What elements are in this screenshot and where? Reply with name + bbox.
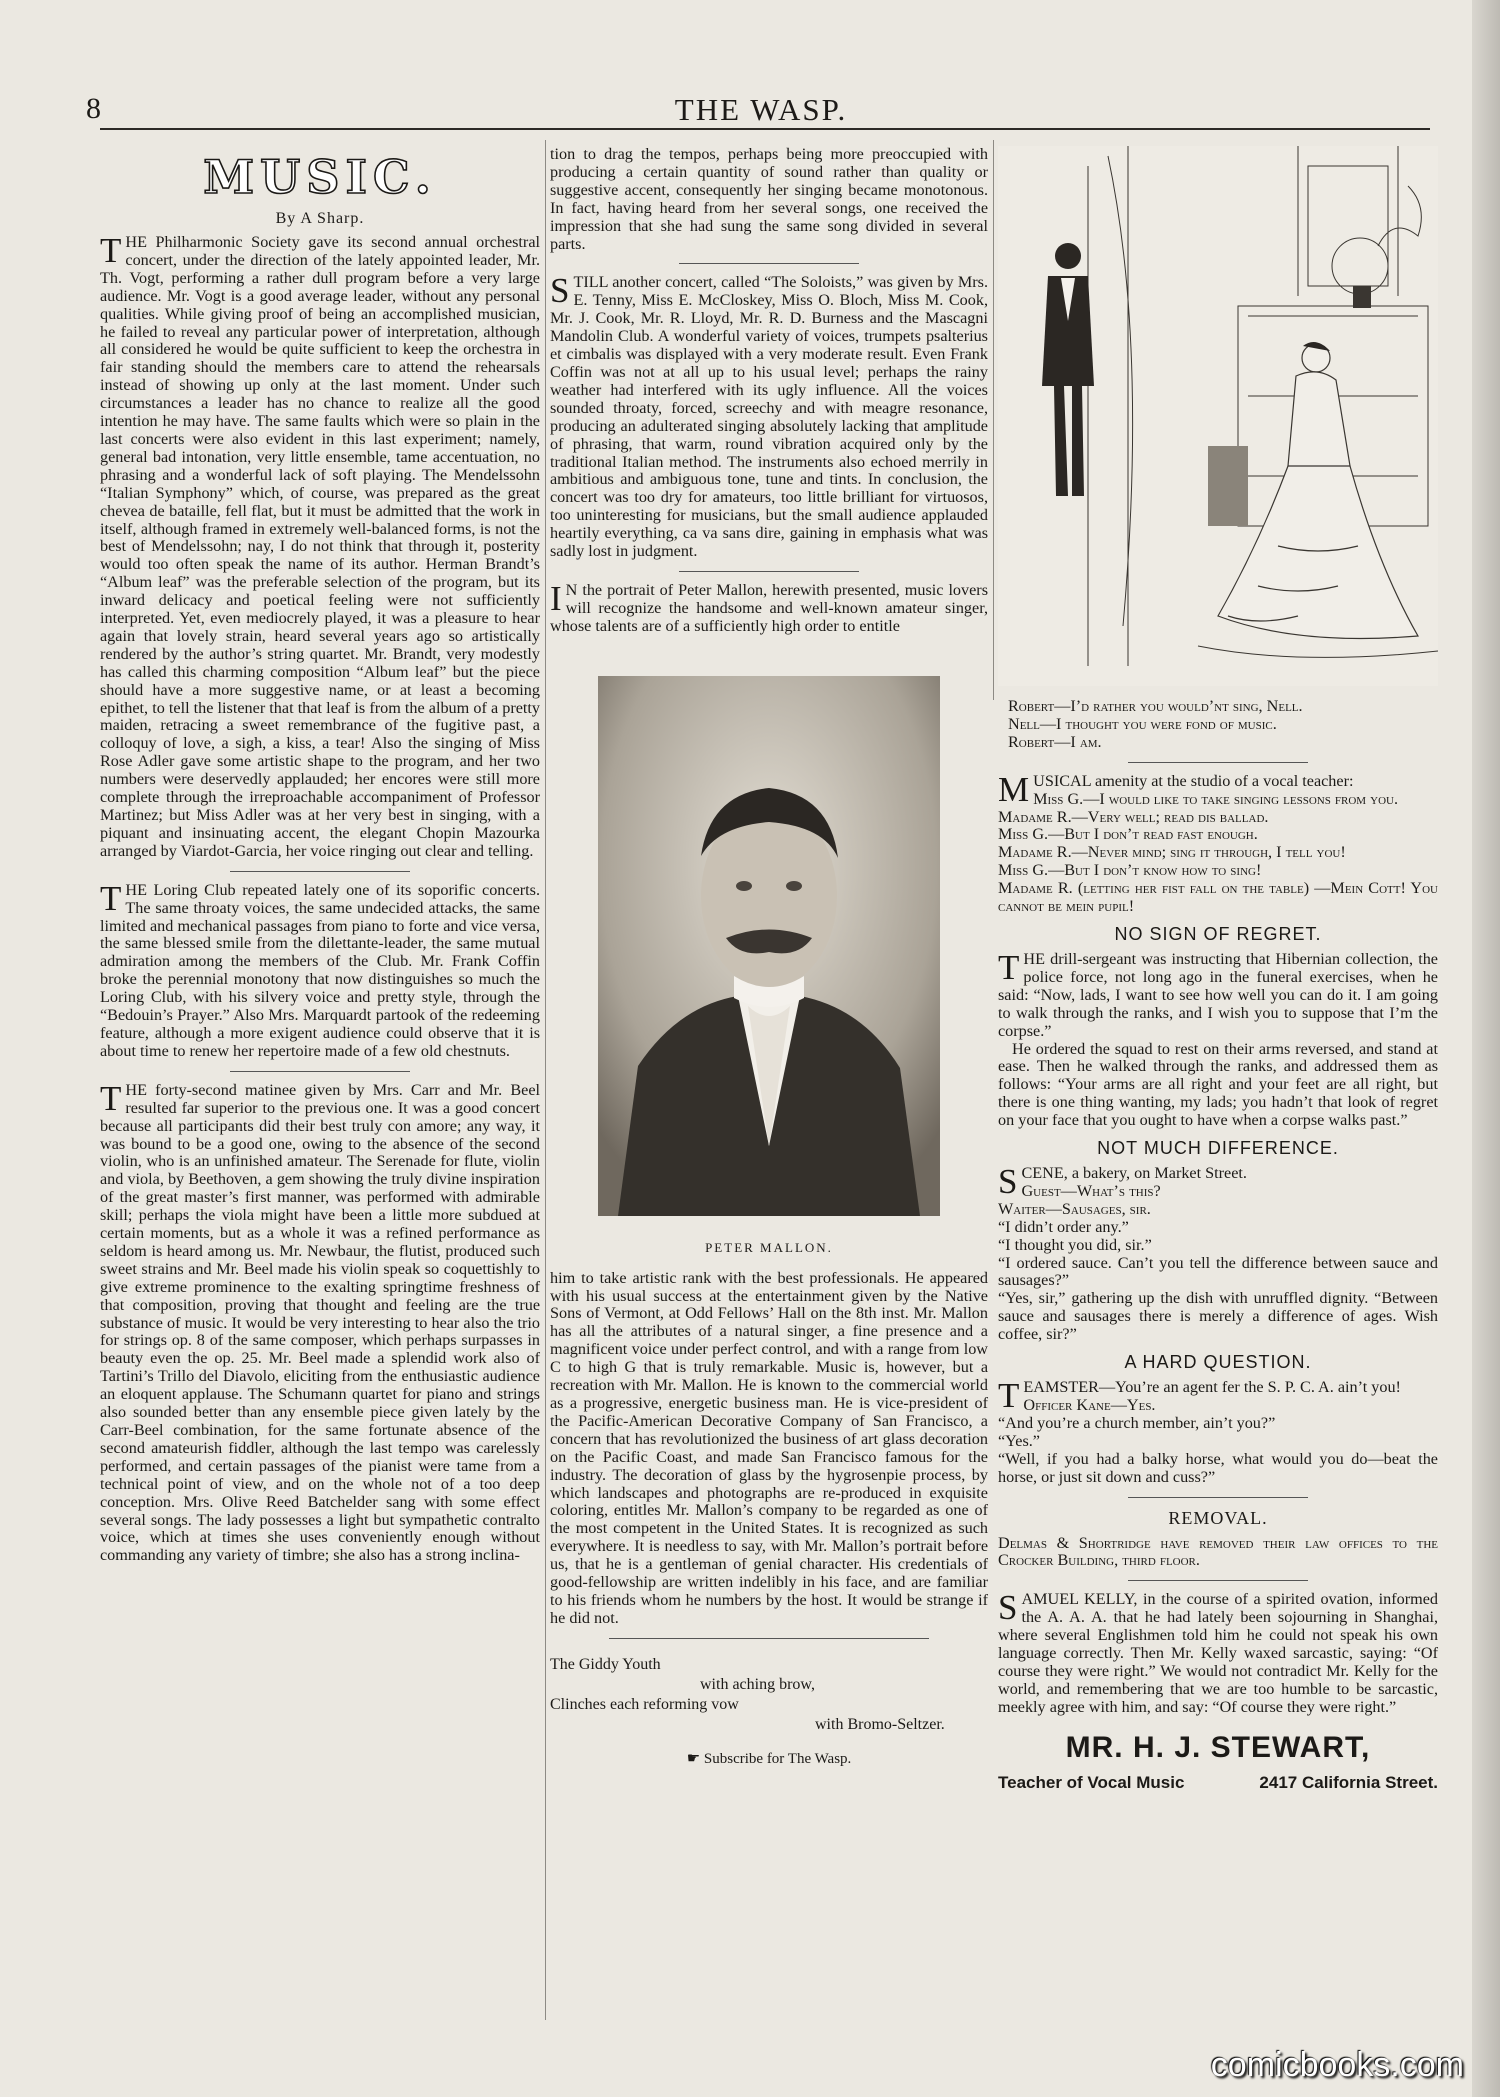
- hard-question-story: [998, 1376, 1438, 1486]
- article-title: MUSIC.: [203, 150, 437, 204]
- paragraph-text: HE forty-second matinee given by Mrs. Carr and Mr. Beel resulted far superior to the previous one. It was a good concert because all participants did their best truly con amore; any way, it was bound to be a good one, owing to the absence of the second violin, who is an unfinished amateur. The Serenade for flute, violin and viola, by Beethoven, a gem showing the truly divine inspiration of the great master’s first manner, was performed with admirable skill; perhaps the viola might have been a little more subdued at certain moments, but as a whole it was a refined performance as seldom is heard among us. Mr. Newbaur, the flutist, produced such sweet strains and Mr. Beel made his violin speak so coquettishly to give extreme prominence to the exalting springtime freshness of that composition, proving that thought and feeling are the true substance of music. It would be very interesting to hear also the trio for strings op. 8 of the same composer, which perhaps surpasses in beauty even the op. 25. Mr. Beel made a splendid work also of Tartini’s Trillo del Diavolo, eliciting from the enthusiastic audience an eloquent applause. The Schumann quartet for piano and strings also sounded better than any ensemble piece given lately by the Carr-Beel combination, for the same fortunate absence of the second amateurish fiddler, although the last tempo was carelessly performed, and certain passages of the pianist were tame from a technical point of view, and on the whole not of a too deep conception. Mrs. Olive Reed Batchelder sang with some effect several songs. The lady possesses a light but sympathetic contralto voice, which at times she uses conveniently enough without commanding any variety of timbre; she also has a strong inclina-: [100, 1080, 540, 1565]
- dialogue: [998, 698, 1438, 752]
- column-three: [998, 146, 1438, 1793]
- column-one: [100, 146, 540, 1565]
- paragraph-text: USICAL amenity at the studio of a vocal teacher:: [1033, 771, 1354, 790]
- paragraph-text: CENE, a bakery, on Market Street.: [1021, 1164, 1247, 1183]
- column-two: [550, 146, 988, 1768]
- section-separator: [609, 1638, 929, 1639]
- dialogue-line: Madame R. (letting her fist fall on the table) —Mein Cott! You cannot be mein pupil!: [998, 879, 1438, 916]
- section-separator: [1128, 1497, 1308, 1498]
- paragraph: [100, 1078, 540, 1565]
- vocal-amenity: [998, 769, 1438, 916]
- dialogue-line: Madame R.—Never mind; sing it through, I tell you!: [998, 843, 1346, 862]
- article-body-continued: [550, 1270, 988, 1628]
- column-divider: [545, 140, 546, 2020]
- pointing-hand-icon: ☛: [686, 1750, 704, 1767]
- difference-story: [998, 1162, 1438, 1344]
- dialogue-line: Miss G.—I would like to take singing lessons from you.: [1033, 789, 1398, 808]
- paragraph: [100, 878, 540, 1061]
- dialogue-line: Officer Kane—Yes.: [1023, 1396, 1156, 1414]
- paragraph-text: AMUEL KELLY, in the course of a spirited ovation, informed the A. A. A. that he had lately been sojourning in Shanghai, where several Englishmen told him he could not speak his own language correctly. Then Mr. Kelly waxed sarcastic, saying: “Of course they were right.” We would not contradict Mr. Kelly for the world, and remembering that we are too humble to be sarcastic, meekly agree with him, and say: “Of course they were right.”: [998, 1590, 1438, 1716]
- dialogue-line: “Well, if you had a balky horse, what would you do—beat the horse, or just sit down and cuss?”: [998, 1449, 1438, 1486]
- paragraph: [550, 271, 988, 561]
- dialogue-line: “I didn’t order any.”: [998, 1217, 1129, 1236]
- header-rule: [100, 128, 1430, 130]
- dialogue-line: Robert—I’d rather you would’nt sing, Nell.: [1008, 697, 1303, 715]
- drop-cap: T: [100, 231, 122, 270]
- section-heading: NO SIGN OF REGRET.: [1114, 923, 1322, 944]
- removal-notice: [998, 1535, 1438, 1571]
- paragraph-text: HE drill-sergeant was instructing that Hibernian collection, the police force, not long ago in the funeral exercises, when he said: “Now, lads, I want to see how well you can do it. I am going to walk through the ranks, and I wish you to suppose that I’m the corpse.”: [998, 949, 1438, 1040]
- section-heading: NOT MUCH DIFFERENCE.: [1097, 1138, 1339, 1159]
- article-body: [100, 231, 540, 1565]
- dialogue-line: “And you’re a church member, ain’t you?”: [998, 1413, 1276, 1432]
- verse-line: with Bromo-Seltzer.: [815, 1715, 945, 1733]
- watermark: comicbooks.com: [1210, 2046, 1464, 2084]
- paragraph: him to take artistic rank with the best professionals. He appeared with his usual success at the entertainment given by the Native Sons of Vermont, at Odd Fellows’ Hall on the 8th inst. Mr. Mallon has all the attributes of a natural singer, a fine presence and a magnificent voice under perfect control, and with a range from low C to high G that is truly remarkable. Music is, however, but a recreation with Mr. Mallon. He is known to the commercial world as a progressive, energetic business man. He is vice-president of the Pacific-American Decorative Company of San Francisco, a concern that has revolutionized the business of art glass decoration on the Pacific Coast, and made San Francisco famous for the industry. The decoration of glass by the hygrosenpie process, by which landscapes and photographs are re-produced in exquisite coloring, entitles Mr. Mallon’s company to be regarded as one of the most competent in the United States. It is recognized as such everywhere. It is needless to say, with Mr. Mallon’s portrait before us, that he is a gentleman of genial character. His credentials of good-fellowship are written indelibly in his face, and are familiar to his friends whom he numbers by the host. It would be strange if he did not.: [550, 1268, 988, 1627]
- dialogue-line: Miss G.—But I don’t know how to sing!: [998, 861, 1262, 880]
- section-separator: [230, 871, 410, 872]
- verse-line: with aching brow,: [700, 1675, 815, 1693]
- paragraph: [550, 578, 988, 636]
- drop-cap: T: [100, 878, 122, 918]
- drop-cap: S: [550, 271, 570, 311]
- section-separator: [1128, 762, 1308, 763]
- section-separator: [679, 263, 859, 264]
- kelly-story: [998, 1588, 1438, 1716]
- dialogue-line: “I ordered sauce. Can’t you tell the difference between sauce and sausages?”: [998, 1253, 1438, 1290]
- advertisement-occupation: Teacher of Vocal Music: [998, 1772, 1185, 1792]
- advertisement-address: 2417 California Street.: [1259, 1772, 1438, 1792]
- section-heading: REMOVAL.: [1168, 1507, 1268, 1528]
- drop-cap: T: [100, 1078, 122, 1118]
- dialogue-line: “Yes, sir,” gathering up the dish with unruffled dignity. “Between sauce and sausages there is merely a difference of ages. Wish coffee, sir?”: [998, 1289, 1438, 1344]
- page-edge-shadow: [1472, 0, 1500, 2097]
- regret-story: [998, 947, 1438, 1130]
- verse-line: The Giddy Youth: [550, 1655, 661, 1673]
- paragraph: Delmas & Shortridge have removed their law offices to the Crocker Building, third floor.: [998, 1533, 1438, 1570]
- dialogue-line: Nell—I thought you were fond of music.: [1008, 714, 1277, 733]
- article-body-continued: [550, 146, 988, 636]
- page-header: [86, 92, 1436, 132]
- illustration-drawing: [998, 146, 1438, 686]
- paragraph-text: N the portrait of Peter Mallon, herewith presented, music lovers will recognize the handsome and well-known amateur singer, whose talents are of a sufficiently high order to entitle: [550, 580, 988, 635]
- dialogue-line: “Yes.”: [998, 1431, 1040, 1450]
- section-separator: [230, 1071, 410, 1072]
- paragraph-text: EAMSTER—You’re an agent fer the S. P. C. A. ain’t you!: [1023, 1378, 1401, 1397]
- subscribe-line: [550, 1749, 988, 1768]
- article-byline: By A Sharp.: [275, 210, 365, 227]
- verse: [550, 1655, 988, 1735]
- drop-cap: S: [998, 1162, 1018, 1202]
- section-heading: A HARD QUESTION.: [1124, 1352, 1312, 1373]
- dialogue-line: Madame R.—Very well; read dis ballad.: [998, 807, 1269, 826]
- verse-line: Clinches each reforming vow: [550, 1695, 739, 1713]
- paragraph-text: HE Philharmonic Society gave its second annual orchestral concert, under the direction of the lately appointed leader, Mr. Th. Vogt, performing a rather dull program before a very large audience. Mr. Vogt is a good average leader, without any personal qualities. While giving proof of being an accomplished musician, he failed to reveal any particular power of interpretation, although all considered he would be quite sufficient to keep the orchestra in fair standing should the members care to attend the rehearsals instead of showing up only at the last moment. Under such circumstances a leader has no chance to realize all the good intention he may have. The same faults which were so plain in the last concerts were also evident in this last experiment; namely, general bad intonation, very little ensemble, tame accentuation, no phrasing and a wonderful lack of soft playing. The Mendelssohn “Italian Symphony” which, of course, was prepared as the great chevea de bataille, fell flat, but it must be admitted that the work in itself, although framed in extremely well-balanced forms, is not the best of Mendelssohn; nay, I do not think that through it, posterity would too often speak the name of its author. Herman Brandt’s “Album leaf” was the preferable selection of the program, but its inward delicacy and poetical feeling were not sufficiently interpreted. Yet, even mediocrely played, it was a pleasure to hear again that lovely strain, heard several years ago so artistically rendered by the author’s string quartet. Mr. Brandt, very modestly has called this charming composition “Album leaf” but the piece should have a more suggestive name, or at least a becoming epithet, to tell the listener that that leaf is from the album of a pretty maiden, retracing a sweet remembrance of the fugitive past, a colloquy of love, a sigh, a kiss, a tear! Also the singing of Miss Rose Adler gave some artistic shape to the program, and her two numbers were deservedly applauded; her encores were still more complete through the irreproachable accompaniment of Professor Martinez; but Miss Adler was at her very best in singing, with a piquant and insinuating accent, the elegant Chopin Mazourka arranged by Viardot-Garcia, her voice ringing out clear and telling.: [100, 233, 540, 860]
- dialogue-line: Guest—What’s this?: [1021, 1181, 1161, 1200]
- dialogue-line: Miss G.—But I don’t read fast enough.: [998, 825, 1258, 844]
- column-divider: [993, 140, 994, 700]
- paragraph: [998, 1588, 1438, 1716]
- drop-cap: S: [998, 1588, 1018, 1628]
- photo-caption: PETER MALLON.: [705, 1239, 833, 1255]
- drop-cap: I: [550, 578, 562, 618]
- advertisement-name: MR. H. J. STEWART,: [1065, 1730, 1371, 1764]
- subscribe-text: Subscribe for The Wasp.: [703, 1750, 852, 1767]
- paragraph-text: HE Loring Club repeated lately one of its soporific concerts. The same throaty voices, the same undecided attacks, the same limited and mechanical passages from piano to forte and vice versa, the same blessed smile from the dilettante-leader, the same mutual admiration among the members of the Club. Mr. Frank Coffin broke the perennial monotony that now distinguishes so much the Loring Club, with his silvery voice and pretty style, through the “Bedouin’s Prayer.” Also Mrs. Marquardt partook of the redeeming feature, although a more exigent audience could observe that it is about time to renew her repertoire made of a few old chestnuts.: [100, 880, 540, 1060]
- section-separator: [1128, 1580, 1308, 1581]
- dialogue-line: Waiter—Sausages, sir.: [998, 1199, 1151, 1218]
- page-number: 8: [86, 92, 101, 125]
- publication-title: THE WASP.: [674, 92, 848, 127]
- paragraph: He ordered the squad to rest on their arms reversed, and stand at ease. Then he walked through the ranks, and addressed them as follows: “Your arms are all right and your feet are all right, but there is one thing wanting, my lads; you hadn’t that look of regret on your face that you ought to have when a corpse walks past.”: [998, 1039, 1438, 1130]
- dialogue-line: Robert—I am.: [1008, 732, 1102, 751]
- paragraph: tion to drag the tempos, perhaps being more preoccupied with producing a certain quantity of sound rather than quality or suggestive accent, consequently her singing became monotonous. In fact, having heard from her several songs, one received the impression that she had sung the same song divided in several parts.: [550, 145, 988, 253]
- paragraph: [998, 947, 1438, 1041]
- portrait-image: [598, 676, 940, 1216]
- drop-cap: T: [998, 1376, 1020, 1416]
- paragraph: [100, 231, 540, 861]
- drop-cap: M: [998, 769, 1030, 809]
- section-separator: [679, 571, 859, 572]
- portrait-photo: [598, 676, 940, 1216]
- drop-cap: T: [998, 947, 1020, 987]
- dialogue-line: “I thought you did, sir.”: [998, 1235, 1152, 1254]
- advertisement-line: [998, 1773, 1438, 1793]
- parlor-illustration: [998, 146, 1438, 686]
- paragraph-text: TILL another concert, called “The Soloists,” was given by Mrs. E. Tenny, Miss E. McCloskey, Miss O. Bloch, Miss M. Cook, Mr. J. Cook, Mr. R. Lloyd, Mr. R. D. Burness and the Mascagni Mandolin Club. A wonderful variety of voices, trumpets psalterius et cimbalis was displayed with a very moderate result. Even Frank Coffin was not at all up to his usual level; perhaps the rainy weather had interfered with its ugly influence. All the voices sounded throaty, forced, screechy and with meagre resonance, producing an adulterated singing absolutely lacking that amplitude of phrasing, that warm, round vibration acquired only by the traditional Italian method. The instruments also echoed merrily in ambitious and ambiguous tone, tune and tints. In conclusion, the concert was too dry for amateurs, too little brilliant for virtuosos, too uninteresting for musicians, but the small audience applauded heartily everything, ca va sans dire, gaining in emphasis what was sadly lost in judgment.: [550, 273, 988, 561]
